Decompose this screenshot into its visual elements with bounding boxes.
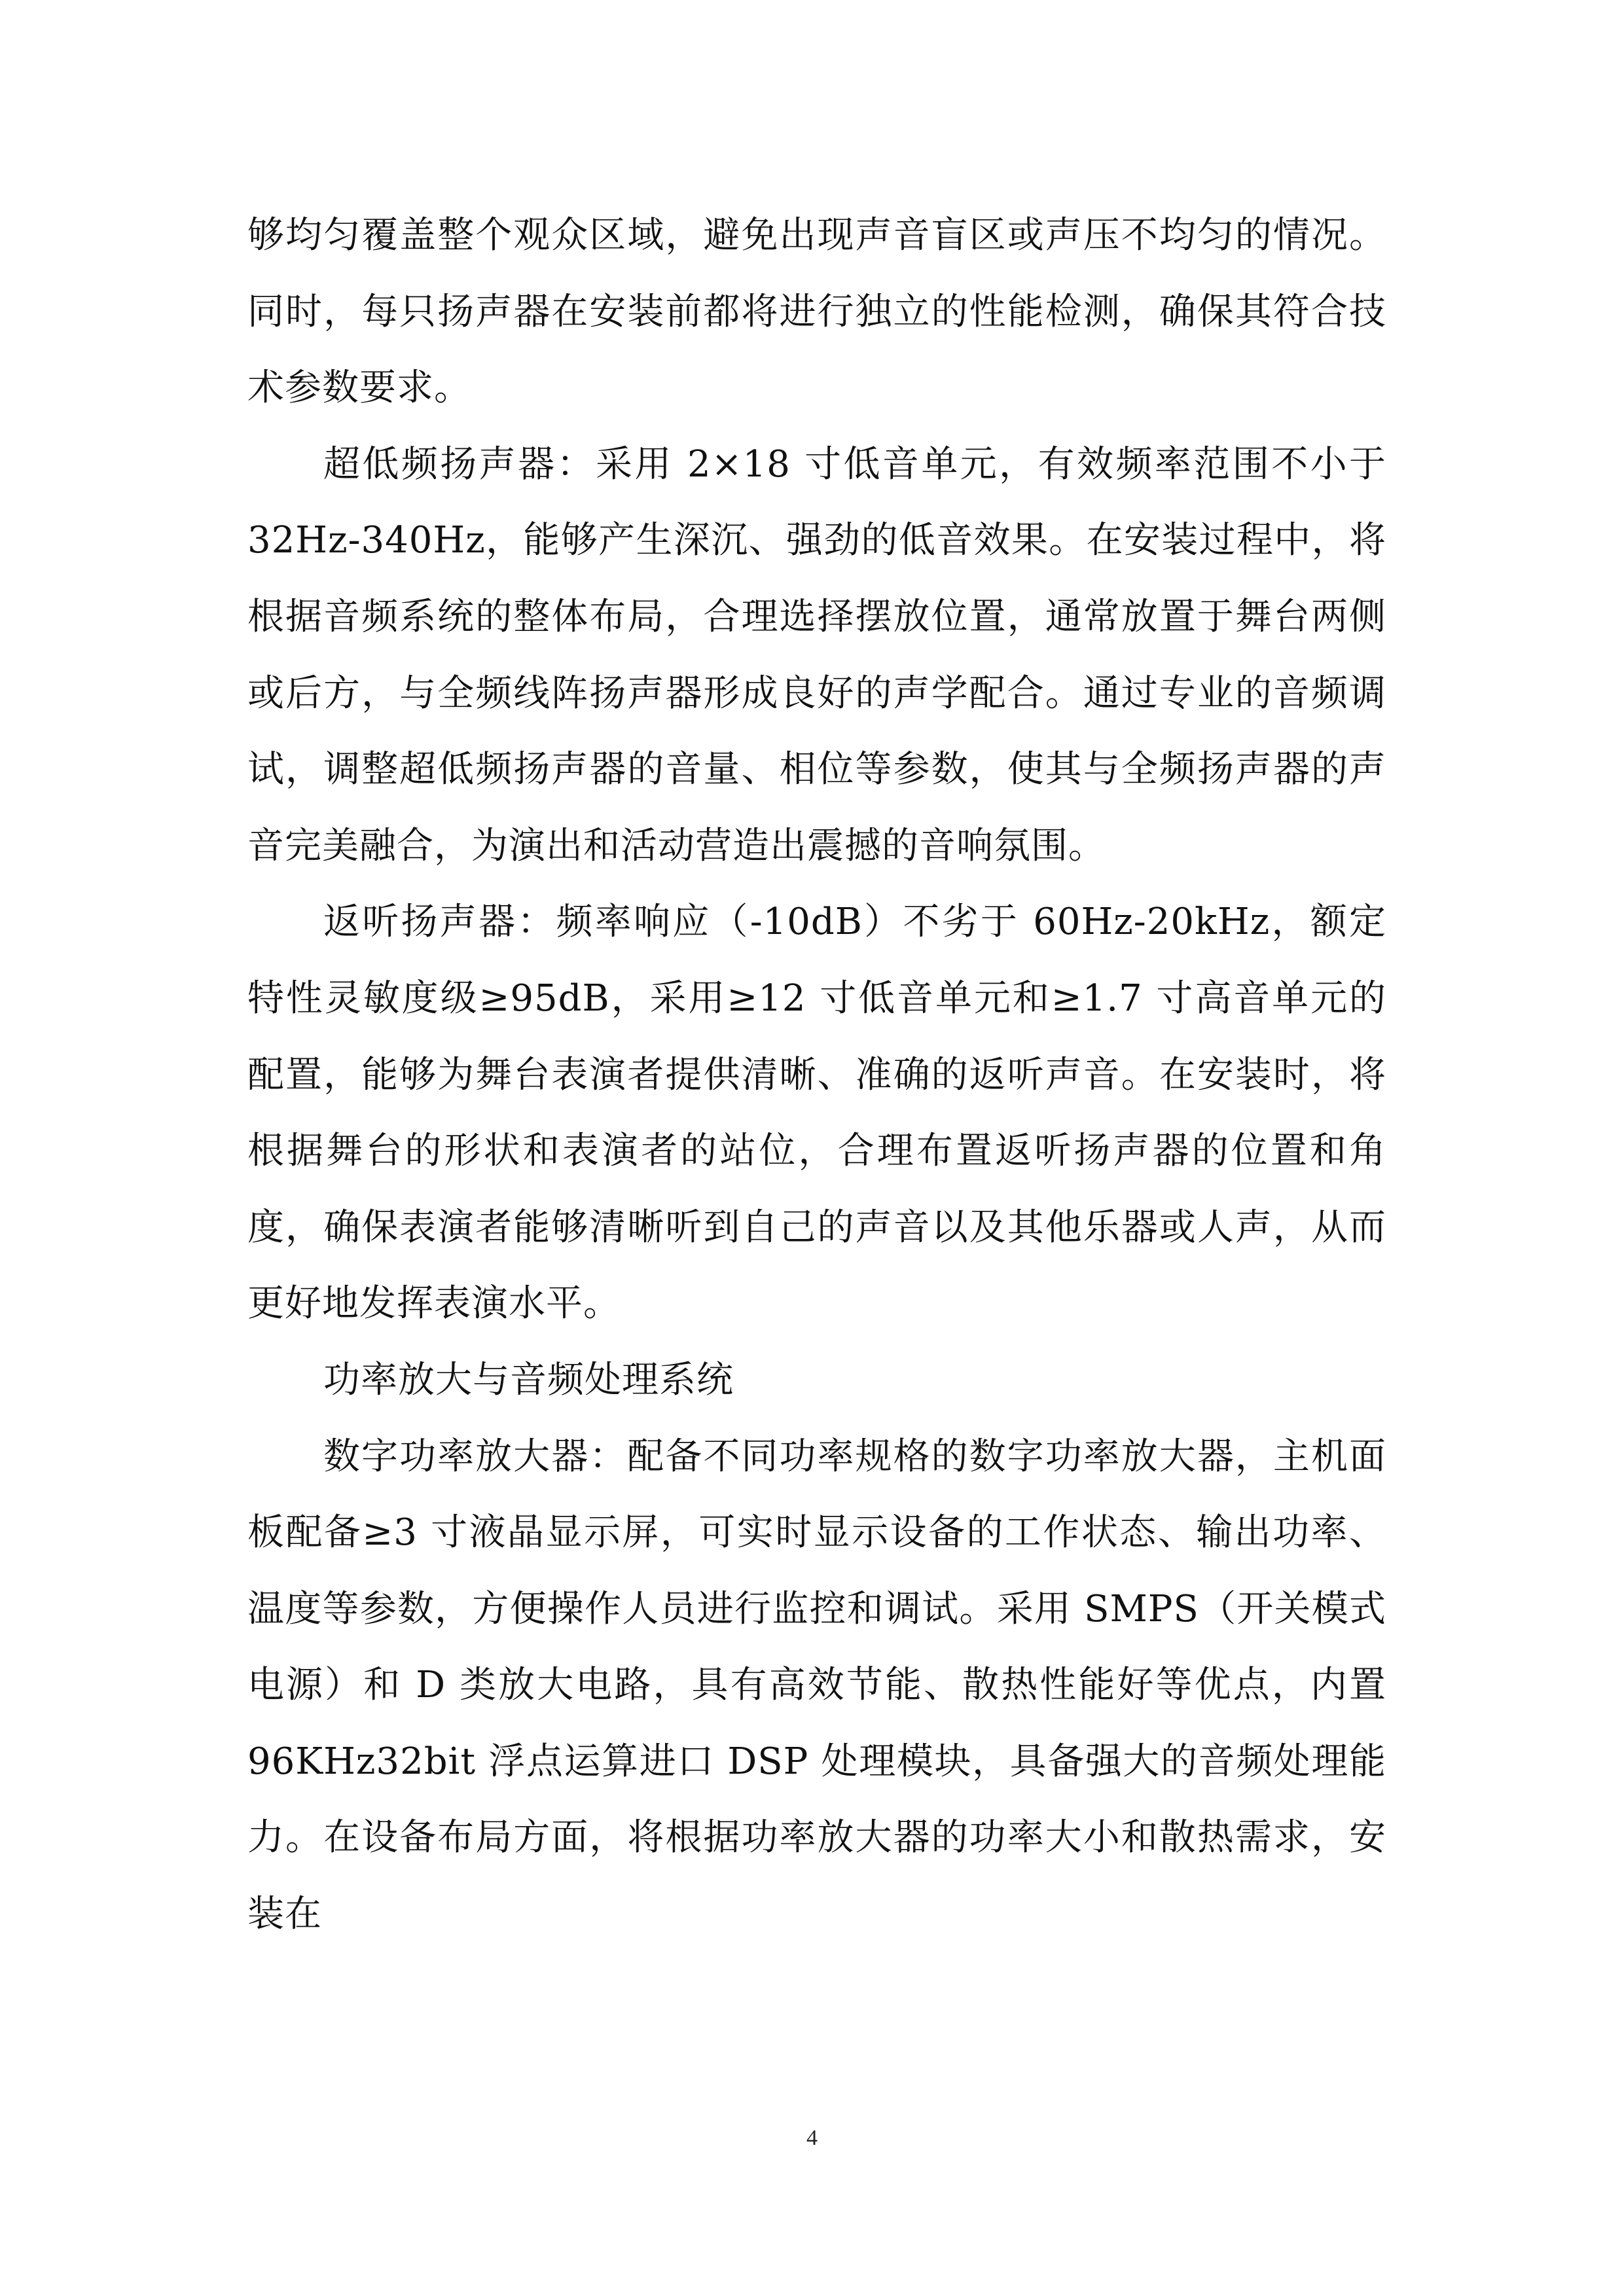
paragraph-power-amplifier: 数字功率放大器：配备不同功率规格的数字功率放大器，主机面板配备≥3 寸液晶显示屏，可实时显示设备的工作状态、输出功率、温度等参数，方便操作人员进行监控和调试。采用 SMPS（开关模式电源）和 D 类放大电路，具有高效节能、散热性能好等优点，内置 96KHz32bit 浮点运算进口 DSP 处理模块，具备强大的音频处理能力。在设备布局方面，将根据功率放大器的功率大小和散热需求，安装在 — [247, 1435, 1386, 1936]
section-heading: 功率放大与音频处理系统 — [323, 1358, 734, 1401]
paragraph-continuation: 够均匀覆盖整个观众区域，避免出现声音盲区或声压不均匀的情况。同时，每只扬声器在安装前都将进行独立的性能检测，确保其符合技术参数要求。 — [247, 214, 1386, 410]
paragraph-subwoofer: 超低频扬声器：采用 2×18 寸低音单元，有效频率范围不小于 32Hz-340Hz，能够产生深沉、强劲的低音效果。在安装过程中，将根据音频系统的整体布局，合理选择摆放位置，通常放置于舞台两侧或后方，与全频线阵扬声器形成良好的声学配合。通过专业的音频调试，调整超低频扬声器的音量、相位等参数，使其与全频扬声器的声音完美融合，为演出和活动营造出震撼的音响氛围。 — [247, 442, 1386, 867]
page-number: 4 — [806, 2126, 818, 2150]
paragraph-monitor-speaker: 返听扬声器：频率响应（-10dB）不劣于 60Hz-20kHz，额定特性灵敏度级≥95dB，采用≥12 寸低音单元和≥1.7 寸高音单元的配置，能够为舞台表演者提供清晰、准确的返听声音。在安装时，将根据舞台的形状和表演者的站位，合理布置返听扬声器的位置和角度，确保表演者能够清晰听到自己的声音以及其他乐器或人声，从而更好地发挥表演水平。 — [247, 901, 1386, 1325]
body-text — [247, 198, 1386, 1953]
